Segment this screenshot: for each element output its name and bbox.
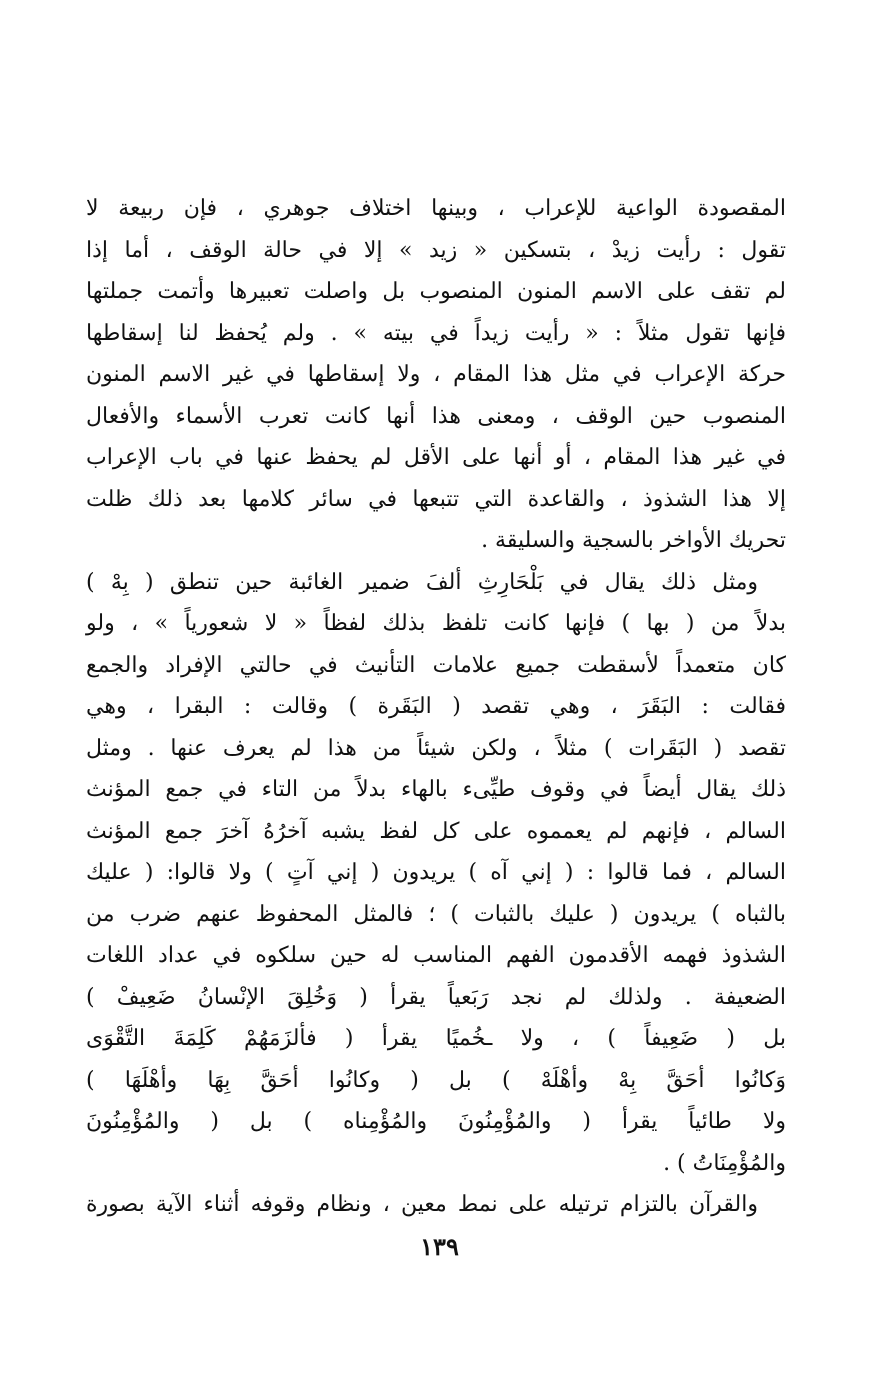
text-line: الشذوذ فهمه الأقدمون الفهم المناسب له حين سلكوه في عداد اللغات	[86, 943, 786, 968]
text-line: ومثل ذلك يقال في بَلْحَارِثِ ألفَ ضمير الغائبة حين تنطق ( بِهْ )	[86, 569, 758, 595]
text-line: حركة الإعراب في مثل هذا المقام ، ولا إسقاطها في غير الاسم المنون	[86, 362, 786, 387]
text-line: والمُؤْمِنَاتُ ) .	[663, 1150, 786, 1176]
text-line: الضعيفة . ولذلك لم نجد رَبَعياً يقرأ ( وَخُلِقَ الإنْسانُ ضَعِيفْ )	[86, 984, 786, 1010]
text-line: بل ( ضَعِيفاً ) ، ولا ـخُميًا يقرأ ( فألزَمَهُمْ كَلِمَةَ التَّقْوَى	[86, 1026, 786, 1051]
text-line: ذلك يقال أيضاً في وقوف طيِّىء بالهاء بدلاً من التاء في جمع المؤنث	[86, 777, 786, 802]
text-line: في غير هذا المقام ، أو أنها على الأقل لم يحفظ عنها في باب الإعراب	[86, 445, 786, 470]
text-line: بالثباه ) يريدون ( عليك بالثبات ) ؛ فالمثل المحفوظ عنهم ضرب من	[86, 901, 786, 927]
text-line: فإنها تقول مثلاً : « رأيت زيداً في بيته » . ولم يُحفظ لنا إسقاطها	[86, 320, 786, 346]
text-line: السالم ، فإنهم لم يعمموه على كل لفظ يشبه آخرُهُ آخرَ جمع المؤنث	[86, 818, 786, 844]
text-line: تقصد ( البَقَرات ) مثلاً ، ولكن شيئاً من هذا لم يعرف عنها . ومثل	[86, 735, 786, 761]
text-line: والقرآن بالتزام ترتيله على نمط معين ، ونظام وقوفه أثناء الآية بصورة	[86, 1192, 758, 1217]
body-text	[86, 188, 786, 1226]
text-line: فقالت : البَقَرَ ، وهي تقصد ( البَقَرة ) وقالت : البقرا ، وهي	[86, 694, 786, 719]
text-line: السالم ، فما قالوا : ( إني آه ) يريدون ( إني آتٍ ) ولا قالوا: ( عليك	[86, 860, 786, 885]
text-line: المقصودة الواعية للإعراب ، وبينها اختلاف جوهري ، فإن ربيعة لا	[86, 196, 786, 221]
text-line: وَكانُوا أحَقَّ بِهْ وأهْلَهْ ) بل ( وكانُوا أحَقَّ بِهَا وأهْلَهَا )	[86, 1067, 786, 1093]
text-line: تحريك الأواخر بالسجية والسليقة .	[481, 528, 786, 553]
text-line: ولا طائياً يقرأ ( والمُؤْمِنُونَ والمُؤْمِناه ) بل ( والمُؤْمِنُونَ	[86, 1109, 786, 1134]
text-line: تقول : رأيت زيدْ ، بتسكين « زيد » إلا في حالة الوقف ، أما إذا	[86, 237, 786, 263]
page-number: ١٣٩	[420, 1232, 459, 1261]
text-line: كان متعمداً لأسقطت جميع علامات التأنيث في حالتي الإفراد والجمع	[86, 652, 786, 678]
text-line: بدلاً من ( بها ) فإنها كانت تلفظ بذلك لفظاً « لا شعورياً » ، ولو	[86, 611, 786, 636]
text-line: لم تقف على الاسم المنون المنصوب بل واصلت تعبيرها وأتمت جملتها	[86, 279, 786, 304]
text-line: المنصوب حين الوقف ، ومعنى هذا أنها كانت تعرب الأسماء والأفعال	[86, 403, 786, 429]
text-line: إلا هذا الشذوذ ، والقاعدة التي تتبعها في سائر كلامها بعد ذلك ظلت	[86, 486, 786, 512]
